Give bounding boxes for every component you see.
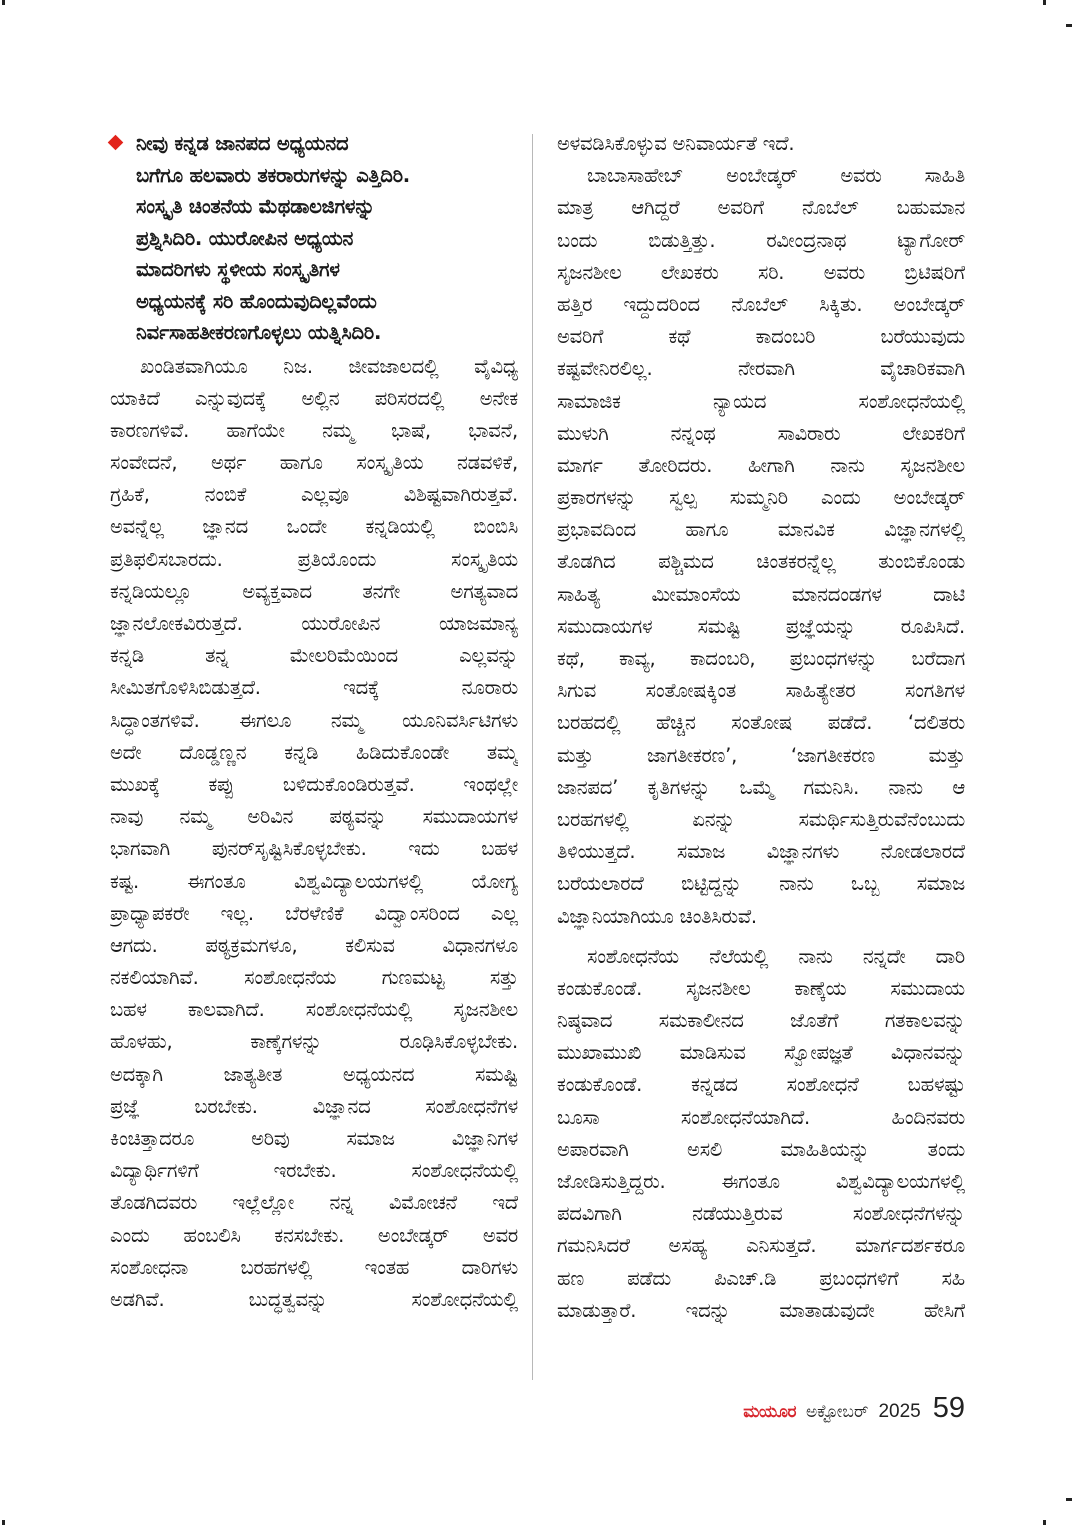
- body-line: ಬಾಬಾಸಾಹೇಬ್ ಅಂಬೇಡ್ಕರ್ ಅವರು ಸಾಹಿತಿ: [587, 164, 965, 188]
- body-line: ಹೊಳಹು, ಕಾಣ್ಕೆಗಳನ್ನು ರೂಢಿಸಿಕೊಳ್ಳಬೇಕು.: [110, 1030, 518, 1054]
- body-line: ಯಾಕಿದೆ ಎನ್ನುವುದಕ್ಕೆ ಅಲ್ಲಿನ ಪರಿಸರದಲ್ಲಿ ಅನೇಕ: [110, 386, 518, 410]
- crop-mark-top-left: [2, 0, 5, 5]
- body-line: ಪ್ರಜ್ಞೆ ಬರಬೇಕು. ವಿಜ್ಞಾನದ ಸಂಶೋಧನೆಗಳ: [110, 1094, 518, 1118]
- body-line: ಕಷ್ಟವೇನಿರಲಿಲ್ಲ. ನೇರವಾಗಿ ವೈಚಾರಿಕವಾಗಿ: [557, 357, 965, 381]
- body-line: ಎಂದು ಹಂಬಲಿಸಿ ಕನಸಬೇಕು. ಅಂಬೇಡ್ಕರ್ ಅವರ: [110, 1223, 518, 1247]
- body-line: ಕನ್ನಡಿ ತನ್ನ ಮೇಲರಿಮೆಯಿಂದ ಎಲ್ಲವನ್ನು: [110, 644, 518, 668]
- body-line: ಭಾಗವಾಗಿ ಪುನರ್‌ಸೃಷ್ಟಿಸಿಕೊಳ್ಳಬೇಕು. ಇದು ಬಹಳ: [110, 837, 518, 861]
- body-line: ಅಡಗಿವೆ. ಬುದ್ಧತ್ವವನ್ನು ಸಂಶೋಧನೆಯಲ್ಲಿ: [110, 1287, 518, 1311]
- body-line: ತೊಡಗಿದ ಪಶ್ಚಿಮದ ಚಿಂತಕರನ್ನೆಲ್ಲ ತುಂಬಿಕೊಂಡು: [557, 550, 965, 574]
- magazine-page: [110, 128, 965, 1388]
- body-line: ಮಾತ್ರ ಆಗಿದ್ದರೆ ಅವರಿಗೆ ನೊಬೆಲ್ ಬಹುಮಾನ: [557, 196, 965, 220]
- body-line: ಜೋಡಿಸುತ್ತಿದ್ದರು. ಈಗಂತೂ ವಿಶ್ವವಿದ್ಯಾಲಯಗಳಲ್ಲಿ: [557, 1170, 965, 1193]
- body-line: ಗ್ರಹಿಕೆ, ನಂಬಿಕೆ ಎಲ್ಲವೂ ವಿಶಿಷ್ಟವಾಗಿರುತ್ತವೆ.: [110, 483, 518, 507]
- body-line: ಮಾರ್ಗ ತೋರಿದರು. ಹೀಗಾಗಿ ನಾನು ಸೃಜನಶೀಲ: [557, 453, 965, 477]
- body-line: ತಿಳಿಯುತ್ತದೆ. ಸಮಾಜ ವಿಜ್ಞಾನಗಳು ನೋಡಲಾರದೆ: [557, 840, 965, 864]
- body-line: ಪ್ರಭಾವದಿಂದ ಹಾಗೂ ಮಾನವಿಕ ವಿಜ್ಞಾನಗಳಲ್ಲಿ: [557, 518, 965, 542]
- pull-quote-line: ಸಂಸ್ಕೃತಿ ಚಿಂತನೆಯ ಮೆಥಡಾಲಜಿಗಳನ್ನು: [136, 195, 375, 218]
- body-line: ನಕಲಿಯಾಗಿವೆ. ಸಂಶೋಧನೆಯ ಗುಣಮಟ್ಟ ಸತ್ತು: [110, 966, 518, 990]
- body-line: ಪ್ರತಿಫಲಿಸಬಾರದು. ಪ್ರತಿಯೊಂದು ಸಂಸ್ಕೃತಿಯ: [110, 547, 518, 571]
- pull-quote-line: ಪ್ರಶ್ನಿಸಿದಿರಿ. ಯುರೋಪಿನ ಅಧ್ಯಯನ: [136, 226, 354, 250]
- body-line: ಖಂಡಿತವಾಗಿಯೂ ನಿಜ. ಜೀವಜಾಲದಲ್ಲಿ ವೈವಿಧ್ಯ: [140, 354, 518, 378]
- body-line: ಅಳವಡಿಸಿಕೊಳ್ಳುವ ಅನಿವಾರ್ಯತೆ ಇದೆ.: [557, 132, 795, 155]
- body-paragraph: [557, 941, 965, 1327]
- pull-quote-line: ಅಧ್ಯಯನಕ್ಕೆ ಸರಿ ಹೊಂದುವುದಿಲ್ಲವೆಂದು: [136, 289, 377, 313]
- left-column: [110, 128, 518, 1316]
- body-line: ಮಾಡುತ್ತಾರೆ. ಇದನ್ನು ಮಾತಾಡುವುದೇ ಹೇಸಿಗೆ: [557, 1298, 965, 1322]
- body-line: ಪದವಿಗಾಗಿ ನಡೆಯುತ್ತಿರುವ ಸಂಶೋಧನೆಗಳನ್ನು: [557, 1202, 965, 1226]
- body-line: ನಿಷ್ಠವಾದ ಸಮಕಾಲೀನದ ಜೊತೆಗೆ ಗತಕಾಲವನ್ನು: [557, 1009, 965, 1033]
- body-line: ಬಹಳ ಕಾಲವಾಗಿದೆ. ಸಂಶೋಧನೆಯಲ್ಲಿ ಸೃಜನಶೀಲ: [110, 998, 518, 1022]
- pull-quote-line: ಬಗೆಗೂ ಹಲವಾರು ತಕರಾರುಗಳನ್ನು ಎತ್ತಿದಿರಿ.: [136, 163, 411, 187]
- body-line: ಹಣ ಪಡೆದು ಪಿಎಚ್.ಡಿ ಪ್ರಬಂಧಗಳಿಗೆ ಸಹಿ: [557, 1266, 965, 1290]
- pull-quote-line: ನೀವು ಕನ್ನಡ ಜಾನಪದ ಅಧ್ಯಯನದ: [136, 132, 349, 155]
- body-line: ಅವರಿಗೆ ಕಥೆ ಕಾದಂಬರಿ ಬರೆಯುವುದು: [557, 325, 965, 349]
- body-paragraph: [110, 351, 518, 1317]
- body-line: ಗಮನಿಸಿದರೆ ಅಸಹ್ಯ ಎನಿಸುತ್ತದೆ. ಮಾರ್ಗದರ್ಶಕರೂ: [557, 1234, 965, 1258]
- body-line: ಪ್ರಾಧ್ಯಾಪಕರೇ ಇಲ್ಲ. ಬೆರಳೆಣಿಕೆ ವಿದ್ವಾಂಸರಿಂದ ಎಲ್ಲ: [110, 901, 518, 925]
- body-line: ಮುಖಕ್ಕೆ ಕಪ್ಪು ಬಳಿದುಕೊಂಡಿರುತ್ತವೆ. ಇಂಥಲ್ಲೇ: [110, 772, 518, 796]
- body-line: ಬರಹಗಳಲ್ಲಿ ಏನನ್ನು ಸಮರ್ಥಿಸುತ್ತಿರುವೆನೆಂಬುದು: [557, 807, 965, 831]
- right-column: [557, 128, 965, 1327]
- body-line: ಆಗದು. ಪಠ್ಯಕ್ರಮಗಳೂ, ಕಲಿಸುವ ವಿಧಾನಗಳೂ: [110, 933, 518, 957]
- crop-mark-top-right-vertical: [1043, 0, 1046, 5]
- body-line: ಹತ್ತಿರ ಇದ್ದುದರಿಂದ ನೊಬೆಲ್ ಸಿಕ್ಕಿತು. ಅಂಬೇಡ್ಕರ್: [557, 292, 965, 316]
- body-line: ಕಾರಣಗಳಿವೆ. ಹಾಗೆಯೇ ನಮ್ಮ ಭಾಷೆ, ಭಾವನೆ,: [110, 418, 518, 442]
- body-line: ಬರಹದಲ್ಲಿ ಹೆಚ್ಚಿನ ಸಂತೋಷ ಪಡೆದೆ. ‘ದಲಿತರು: [557, 711, 965, 735]
- paragraph-gap: [557, 933, 965, 941]
- body-line: ಮುಳುಗಿ ನನ್ನಂಥ ಸಾವಿರಾರು ಲೇಖಕರಿಗೆ: [557, 421, 965, 445]
- body-line: ಸಾಹಿತ್ಯ ಮೀಮಾಂಸೆಯ ಮಾನದಂಡಗಳ ದಾಟಿ: [557, 582, 965, 606]
- body-line: ತೊಡಗಿದವರು ಇಲ್ಲೆಲ್ಲೋ ನನ್ನ ವಿಮೋಚನೆ ಇದೆ: [110, 1191, 518, 1215]
- pull-quote-line: ಮಾದರಿಗಳು ಸ್ಥಳೀಯ ಸಂಸ್ಕೃತಿಗಳ: [136, 258, 340, 281]
- body-line: ಸೀಮಿತಗೊಳಿಸಿಬಿಡುತ್ತದೆ. ಇದಕ್ಕೆ ನೂರಾರು: [110, 676, 518, 700]
- issue-month: ಅಕ್ಟೋಬರ್: [805, 1402, 869, 1422]
- crop-mark-bottom-left: [2, 1520, 5, 1525]
- red-diamond-bullet-icon: [108, 135, 124, 151]
- body-line: ವಿದ್ಯಾರ್ಥಿಗಳಿಗೆ ಇರಬೇಕು. ಸಂಶೋಧನೆಯಲ್ಲಿ: [110, 1159, 518, 1183]
- crop-mark-top-right-horizontal: [1066, 24, 1072, 27]
- body-line: ಅವನ್ನೆಲ್ಲ ಜ್ಞಾನದ ಒಂದೇ ಕನ್ನಡಿಯಲ್ಲಿ ಬಿಂಬಿಸಿ: [110, 515, 518, 539]
- body-line: ಕಷ್ಟ. ಈಗಂತೂ ವಿಶ್ವವಿದ್ಯಾಲಯಗಳಲ್ಲಿ ಯೋಗ್ಯ: [110, 869, 518, 893]
- pull-quote: [110, 128, 518, 349]
- body-line: ಕಥೆ, ಕಾವ್ಯ, ಕಾದಂಬರಿ, ಪ್ರಬಂಧಗಳನ್ನು ಬರೆದಾಗ: [557, 647, 965, 670]
- body-line: ಕಿಂಚಿತ್ತಾದರೂ ಅರಿವು ಸಮಾಜ ವಿಜ್ಞಾನಿಗಳ: [110, 1127, 518, 1150]
- body-line: ಜ್ಞಾನಲೋಕವಿರುತ್ತದೆ. ಯುರೋಪಿನ ಯಾಜಮಾನ್ಯ: [110, 612, 518, 635]
- body-line: ಮತ್ತು ಜಾಗತೀಕರಣ’, ‘ಜಾಗತೀಕರಣ ಮತ್ತು: [557, 743, 965, 767]
- body-paragraph: [557, 128, 965, 160]
- magazine-brand-logo: ಮಯೂರ: [743, 1402, 796, 1422]
- body-line: ಸಿಗುವ ಸಂತೋಷಕ್ಕಿಂತ ಸಾಹಿತ್ಯೇತರ ಸಂಗತಿಗಳ: [557, 679, 965, 703]
- page-number: 59: [932, 1392, 965, 1424]
- body-line: ಕಂಡುಕೊಂಡೆ. ಕನ್ನಡದ ಸಂಶೋಧನೆ ಬಹಳಷ್ಟು: [557, 1073, 965, 1097]
- column-divider: [532, 134, 533, 1380]
- pull-quote-line: ನಿರ್ವಸಾಹತೀಕರಣಗೊಳ್ಳಲು ಯತ್ನಿಸಿದಿರಿ.: [136, 321, 382, 344]
- body-line: ಜಾನಪದ’ ಕೃತಿಗಳನ್ನು ಒಮ್ಮೆ ಗಮನಿಸಿ. ನಾನು ಆ: [557, 775, 965, 799]
- body-line: ಕನ್ನಡಿಯಲ್ಲೂ ಅವ್ಯಕ್ತವಾದ ತನಗೇ ಅಗತ್ಯವಾದ: [110, 579, 518, 603]
- body-line: ಪ್ರಕಾರಗಳನ್ನು ಸ್ವಲ್ಪ ಸುಮ್ಮನಿರಿ ಎಂದು ಅಂಬೇಡ್ಕರ್: [557, 486, 965, 510]
- body-line: ಸಂಶೋಧನಾ ಬರಹಗಳಲ್ಲಿ ಇಂತಹ ದಾರಿಗಳು: [110, 1255, 518, 1279]
- body-line: ಸಮುದಾಯಗಳ ಸಮಷ್ಟಿ ಪ್ರಜ್ಞೆಯನ್ನು ರೂಪಿಸಿದೆ.: [557, 614, 965, 638]
- crop-mark-bottom-right-horizontal: [1066, 1498, 1072, 1501]
- body-line: ಬಂದು ಬಿಡುತ್ತಿತ್ತು. ರವೀಂದ್ರನಾಥ ಟ್ಯಾಗೋರ್: [557, 228, 965, 252]
- body-line: ಸಾಮಾಜಿಕ ನ್ಯಾಯದ ಸಂಶೋಧನೆಯಲ್ಲಿ: [557, 389, 965, 413]
- body-line: ಬೂಸಾ ಸಂಶೋಧನೆಯಾಗಿದೆ. ಹಿಂದಿನವರು: [557, 1105, 965, 1129]
- body-line: ಸಂವೇದನೆ, ಅರ್ಥ ಹಾಗೂ ಸಂಸ್ಕೃತಿಯ ನಡವಳಿಕೆ,: [110, 451, 518, 475]
- body-line: ಅಪಾರವಾಗಿ ಅಸಲಿ ಮಾಹಿತಿಯನ್ನು ತಂದು: [557, 1137, 965, 1161]
- body-line: ಸಂಶೋಧನೆಯ ನೆಲೆಯಲ್ಲಿ ನಾನು ನನ್ನದೇ ದಾರಿ: [587, 944, 965, 968]
- body-line: ನಾವು ನಮ್ಮ ಅರಿವಿನ ಪಠ್ಯವನ್ನು ಸಮುದಾಯಗಳ: [110, 805, 518, 829]
- body-line: ವಿಜ್ಞಾನಿಯಾಗಿಯೂ ಚಿಂತಿಸಿರುವೆ.: [557, 904, 757, 928]
- body-line: ಬರೆಯಲಾರದೆ ಬಿಟ್ಟಿದ್ದನ್ನು ನಾನು ಒಬ್ಬ ಸಮಾಜ: [557, 872, 965, 896]
- page-footer: [743, 1392, 965, 1425]
- body-line: ಅದೇ ದೊಡ್ಡಣ್ಣನ ಕನ್ನಡಿ ಹಿಡಿದುಕೊಂಡೇ ತಮ್ಮ: [110, 740, 518, 764]
- crop-mark-bottom-right-vertical: [1043, 1520, 1046, 1525]
- body-line: ಮುಖಾಮುಖಿ ಮಾಡಿಸುವ ಸ್ವೋಪಜ್ಞತೆ ವಿಧಾನವನ್ನು: [557, 1041, 965, 1065]
- issue-year: 2025: [878, 1401, 921, 1422]
- body-line: ಕಂಡುಕೊಂಡೆ. ಸೃಜನಶೀಲ ಕಾಣ್ಕೆಯ ಸಮುದಾಯ: [557, 976, 965, 1000]
- body-paragraph: [557, 160, 965, 933]
- body-line: ಅದಕ್ಕಾಗಿ ಜಾತ್ಯತೀತ ಅಧ್ಯಯನದ ಸಮಷ್ಟಿ: [110, 1062, 518, 1086]
- body-line: ಸಿದ್ಧಾಂತಗಳಿವೆ. ಈಗಲೂ ನಮ್ಮ ಯೂನಿವರ್ಸಿಟಿಗಳು: [110, 708, 518, 732]
- body-line: ಸೃಜನಶೀಲ ಲೇಖಕರು ಸರಿ. ಅವರು ಬ್ರಿಟಿಷರಿಗೆ: [557, 260, 965, 284]
